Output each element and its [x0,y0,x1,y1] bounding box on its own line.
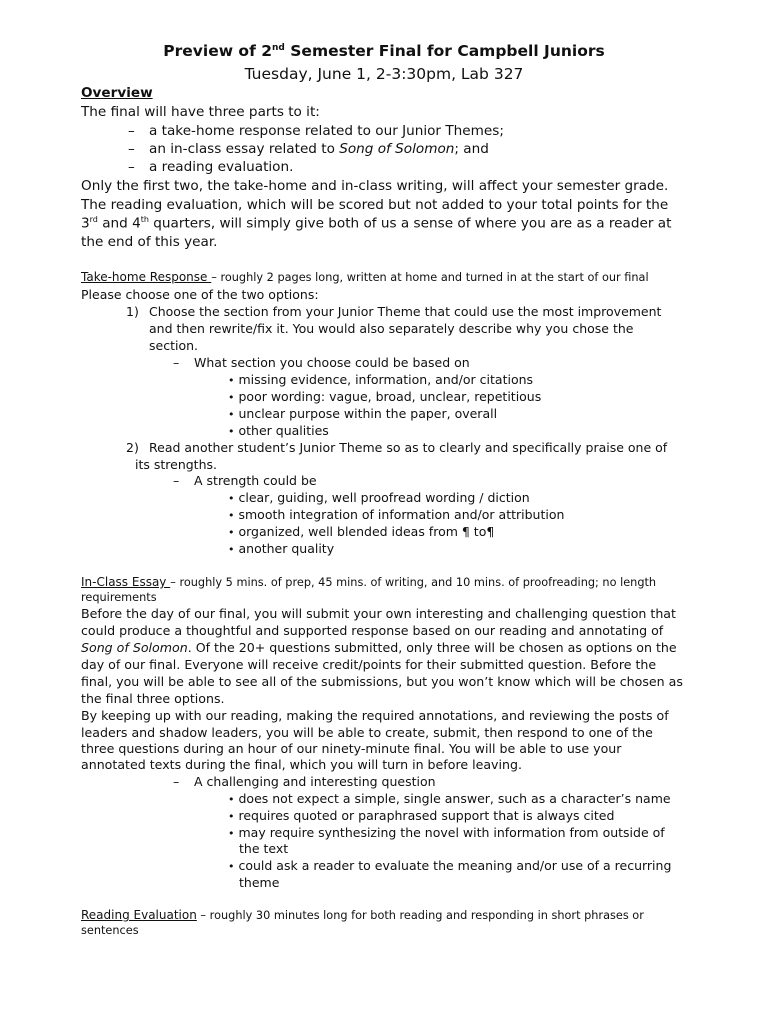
bullet-icon: • [228,425,235,438]
inclass-p2-line: leaders and shadow leaders, you will be able to create, submit, then respond to one of the [81,725,653,740]
option-1-bullet: • unclear purpose within the paper, overall [228,406,498,421]
inclass-sub: – A challenging and interesting question [173,774,436,789]
inclass-p1-line: final, you will be able to see all of the submissions, but you won’t know which will be chosen as [81,674,683,689]
overview-intro: The final will have three parts to it: [81,104,320,120]
takehome-intro: Please choose one of the two options: [81,287,319,302]
option-1-bullet: • poor wording: vague, broad, unclear, repetitious [228,389,542,404]
bullet-icon: • [228,526,235,539]
option-2-line: its strengths. [135,457,217,472]
overview-part-3: – a reading evaluation. [128,159,294,175]
overview-part-1: – a take-home response related to our Junior Themes; [128,123,504,139]
reading-note-cont: sentences [81,924,139,937]
bullet-icon: • [228,391,235,404]
option-1-line: Choose the section from your Junior Theme that could use the most improvement [149,304,662,319]
inclass-bullet: • may require synthesizing the novel with information from outside of [228,825,665,840]
bullet-icon: • [228,408,235,421]
option-2-line: Read another student’s Junior Theme so as to clearly and specifically praise one of [149,440,668,455]
option-1-sub: – What section you choose could be based on [173,355,470,370]
bullet-icon: • [228,860,235,873]
inclass-p2-line: By keeping up with our reading, making the required annotations, and reviewing the posts of [81,708,669,723]
inclass-note: – roughly 5 mins. of prep, 45 mins. of writing, and 10 mins. of proofreading; no length [170,576,657,589]
inclass-p2-line: three questions during an hour of our ninety-minute final. You will be able to use your [81,741,622,756]
inclass-bullet-cont: the text [239,841,289,856]
option-2-sub: – A strength could be [173,473,317,488]
overview-para-line: The reading evaluation, which will be scored but not added to your total points for the [81,197,669,213]
reading-note: – roughly 30 minutes long for both reading and responding in short phrases or [196,909,644,922]
overview-part-2: – an in-class essay related to Song of Solomon; and [128,141,489,157]
takehome-header-line [81,270,649,284]
bullet-icon: • [228,793,235,806]
option-number: 1) [126,304,139,319]
takehome-heading: Take-home Response [81,270,212,284]
inclass-p1-line: day of our final. Everyone will receive credit/points for their submitted question. Before the [81,657,657,672]
inclass-bullet-cont: theme [239,875,280,890]
overview-heading: Overview [81,85,153,101]
bullet-icon: • [228,374,235,387]
inclass-note-cont: requirements [81,591,157,604]
bullet-icon: • [228,509,235,522]
overview-para-line: 3rd and 4th quarters, will simply give both of us a sense of where you are as a reader at [81,215,672,232]
option-2-bullet: • organized, well blended ideas from ¶ to¶ [228,524,495,539]
bullet-icon: • [228,492,235,505]
inclass-bullet: • does not expect a simple, single answer, such as a character’s name [228,791,671,806]
option-1-bullet: • other qualities [228,423,329,438]
inclass-heading: In-Class Essay [81,575,171,589]
inclass-bullet: • requires quoted or paraphrased support that is always cited [228,808,615,823]
overview-para-line: the end of this year. [81,234,218,250]
inclass-p2-line: annotated texts during the final, which you will turn in before leaving. [81,757,522,772]
reading-header-line [81,908,644,922]
inclass-bullet: • could ask a reader to evaluate the meaning and/or use of a recurring [228,858,672,873]
option-2-bullet: • clear, guiding, well proofread wording / diction [228,490,530,505]
inclass-p1-line: could produce a thoughtful and supported response based on our reading and annotating of [81,623,664,638]
inclass-p1-line: the final three options. [81,691,225,706]
inclass-p1-line: Song of Solomon. Of the 20+ questions submitted, only three will be chosen as options on the [81,640,677,655]
option-2-bullet: • smooth integration of information and/or attribution [228,507,565,522]
document-title: Preview of 2nd Semester Final for Campbell Juniors [163,42,605,60]
inclass-p1-line: Before the day of our final, you will submit your own interesting and challenging question that [81,606,676,621]
option-2-bullet: • another quality [228,541,335,556]
overview-para-line: Only the first two, the take-home and in-class writing, will affect your semester grade. [81,178,669,194]
option-1-line: and then rewrite/fix it. You would also separately describe why you chose the [149,321,634,336]
inclass-header-line [81,575,656,589]
option-1-bullet: • missing evidence, information, and/or citations [228,372,534,387]
bullet-icon: • [228,827,235,840]
option-1-line: section. [149,338,198,353]
reading-heading: Reading Evaluation [81,908,197,922]
bullet-icon: • [228,810,235,823]
option-number: 2) [126,440,139,455]
bullet-icon: • [228,543,235,556]
document-subtitle: Tuesday, June 1, 2-3:30pm, Lab 327 [244,65,524,83]
takehome-note: – roughly 2 pages long, written at home and turned in at the start of our final [211,271,649,284]
